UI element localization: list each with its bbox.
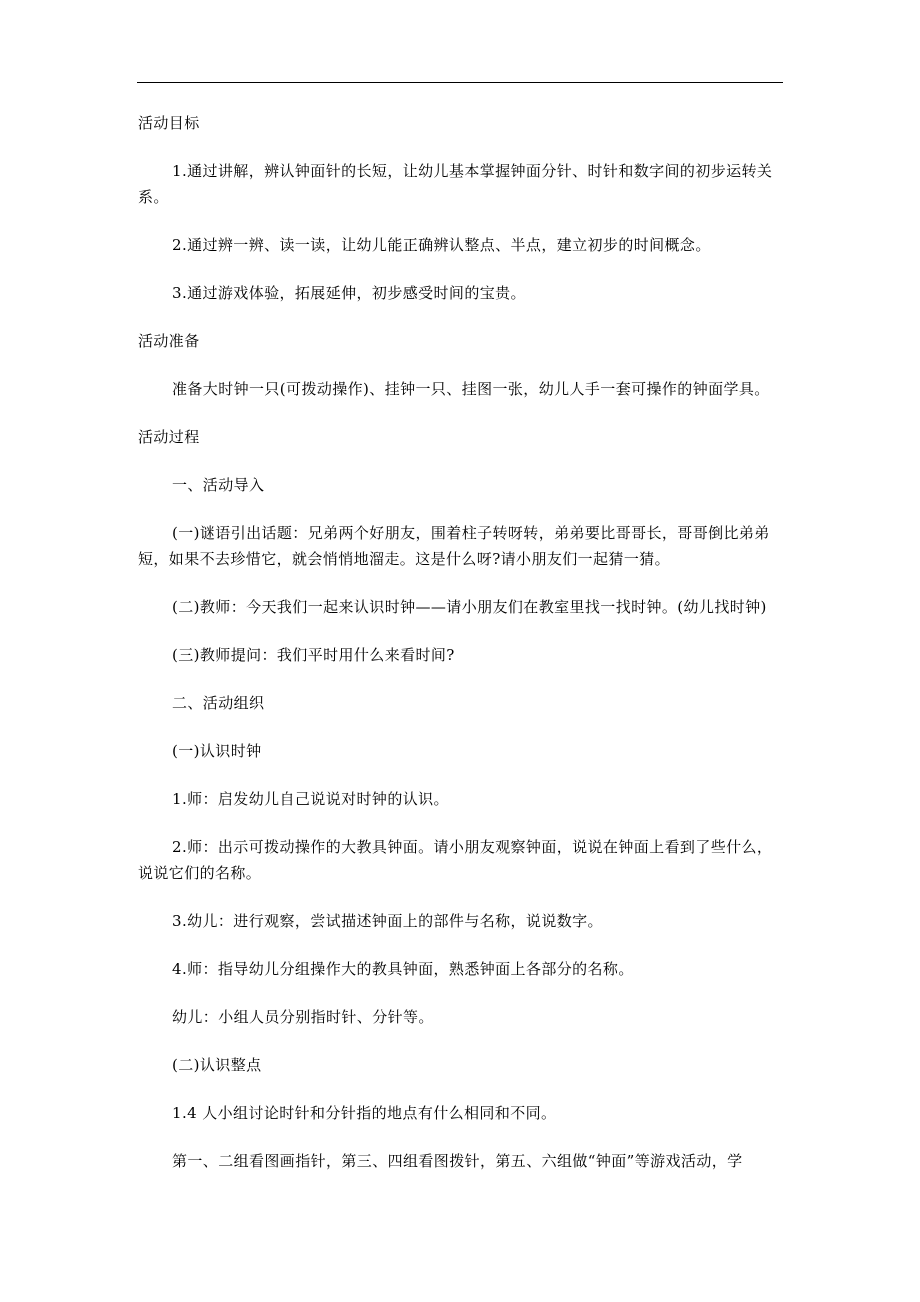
paragraph: 2.师：出示可拨动操作的大教具钟面。请小朋友观察钟面，说说在钟面上看到了些什么，说说它们的名称。 (138, 838, 773, 882)
subheading: 二、活动组织 (172, 694, 265, 712)
paragraph: 4.师：指导幼儿分组操作大的教具钟面，熟悉钟面上各部分的名称。 (172, 960, 634, 978)
paragraph: 1.师：启发幼儿自己说说对时钟的认识。 (172, 790, 449, 808)
paragraph: 1.4 人小组讨论时针和分针指的地点有什么相同和不同。 (172, 1104, 557, 1122)
paragraph: (一)谜语引出话题：兄弟两个好朋友，围着柱子转呀转，弟弟要比哥哥长，哥哥倒比弟弟短，如果不去珍惜它，就会悄悄地溜走。这是什么呀?请小朋友们一起猜一猜。 (138, 524, 770, 568)
section-heading-process: 活动过程 (138, 428, 200, 446)
paragraph: 准备大时钟一只(可拨动操作)、挂钟一只、挂图一张，幼儿人手一套可操作的钟面学具。 (172, 380, 770, 398)
paragraph: (二)教师：今天我们一起来认识时钟——请小朋友们在教室里找一找时钟。(幼儿找时钟) (172, 598, 767, 616)
paragraph: (三)教师提问：我们平时用什么来看时间? (172, 646, 455, 664)
paragraph: 3.通过游戏体验，拓展延伸，初步感受时间的宝贵。 (172, 284, 526, 302)
subheading: (一)认识时钟 (172, 742, 262, 760)
section-heading-goals: 活动目标 (138, 114, 200, 132)
paragraph: 3.幼儿：进行观察，尝试描述钟面上的部件与名称，说说数字。 (172, 912, 603, 930)
paragraph: 2.通过辨一辨、读一读，让幼儿能正确辨认整点、半点，建立初步的时间概念。 (172, 236, 711, 254)
subheading: 一、活动导入 (172, 476, 265, 494)
section-heading-preparation: 活动准备 (138, 332, 200, 350)
paragraph: 幼儿：小组人员分别指时针、分针等。 (172, 1008, 434, 1026)
paragraph: 1.通过讲解，辨认钟面针的长短，让幼儿基本掌握钟面分针、时针和数字间的初步运转关系。 (138, 162, 773, 206)
paragraph-truncated: 第一、二组看图画指针，第三、四组看图拨针，第五、六组做“钟面”等游戏活动，学 (172, 1152, 743, 1170)
header-rule (137, 82, 783, 83)
subheading: (二)认识整点 (172, 1056, 262, 1074)
document-body (138, 110, 784, 1196)
